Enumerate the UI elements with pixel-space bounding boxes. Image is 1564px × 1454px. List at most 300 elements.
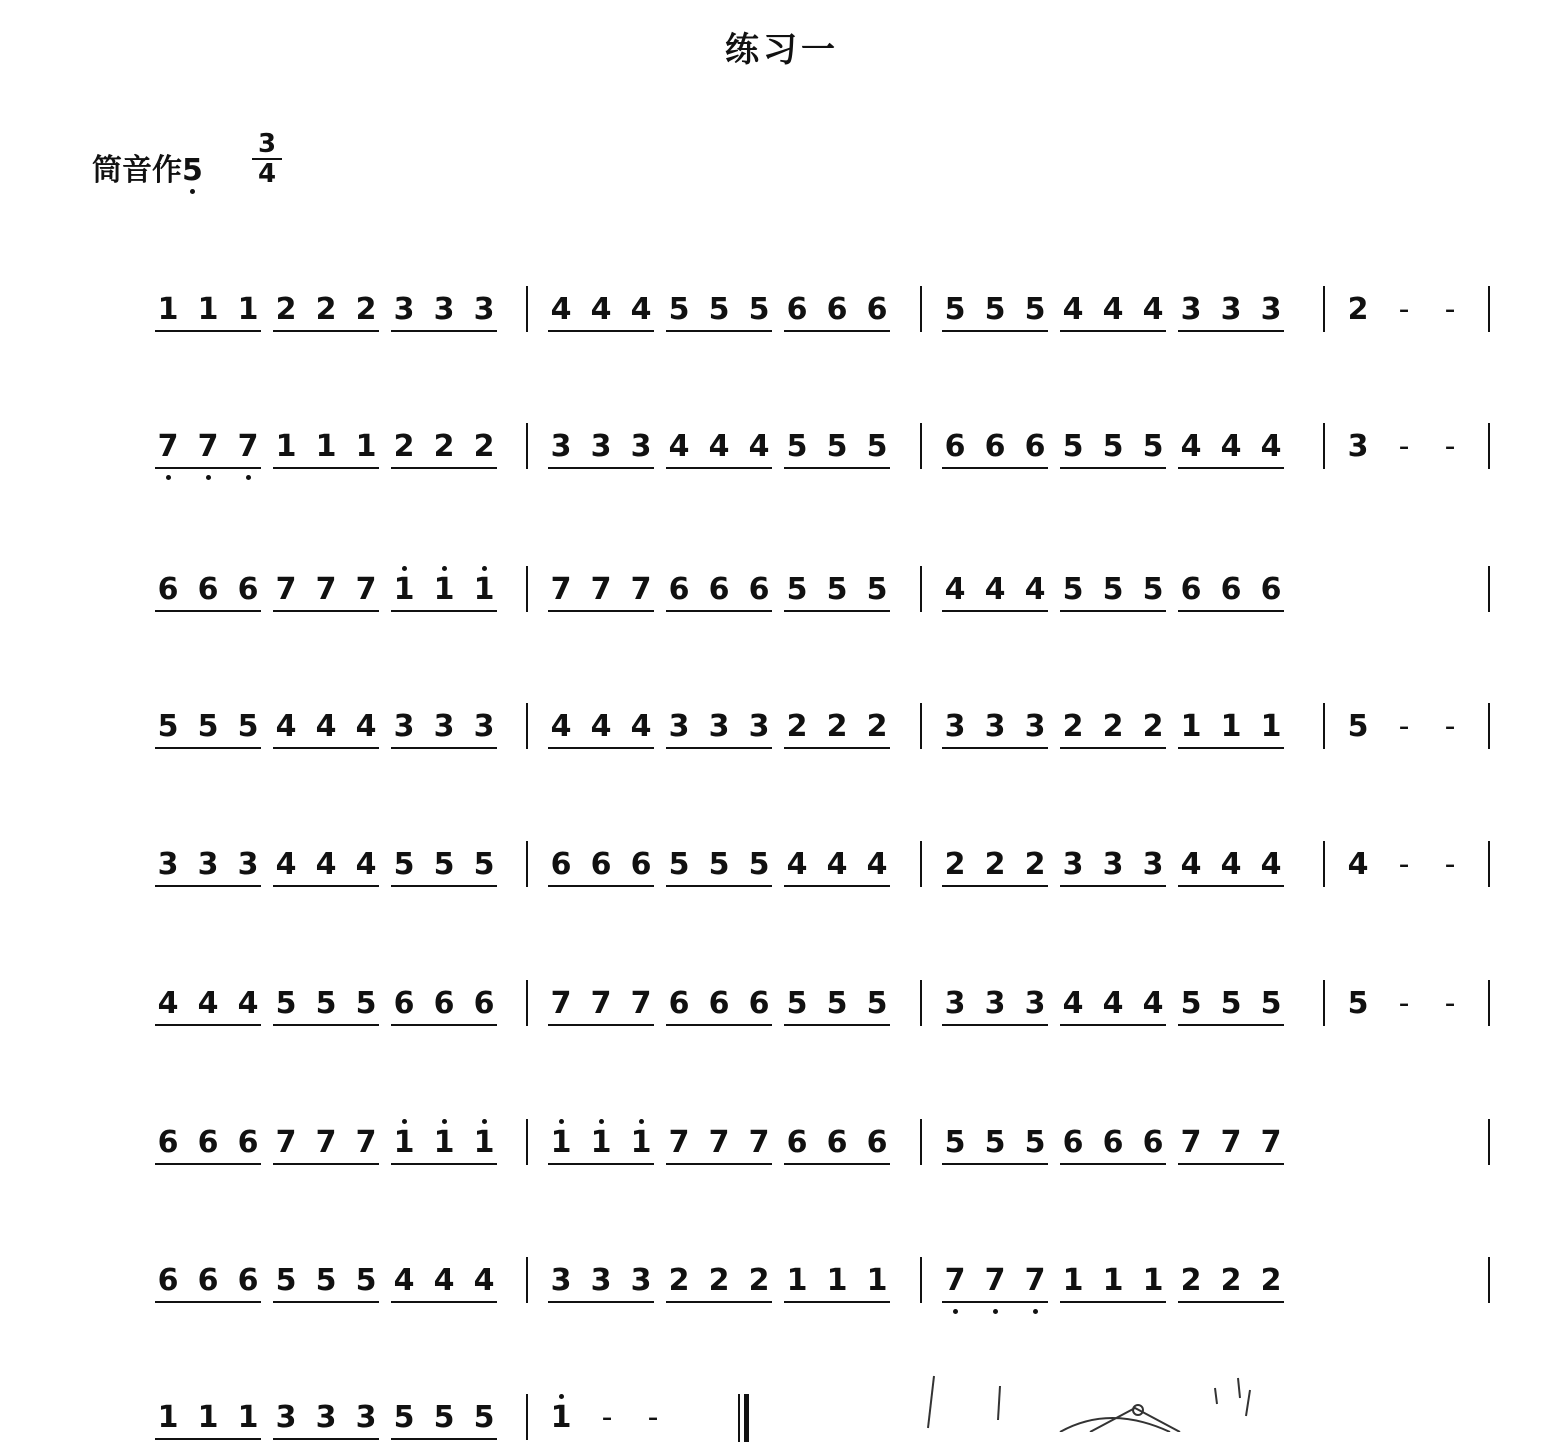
beat-underline [1060, 610, 1166, 612]
beat-underline [391, 1024, 497, 1026]
note: 6 [826, 1125, 848, 1160]
note: 6 [944, 429, 966, 464]
note: 1 [157, 292, 179, 327]
beat-underline [942, 1301, 1048, 1303]
beat-underline [548, 1301, 654, 1303]
note: 3 [355, 1400, 377, 1435]
beat [942, 292, 1062, 336]
beat [1391, 986, 1431, 1030]
note: 7 [155, 429, 181, 465]
note: 4 [786, 847, 808, 882]
note: 4 [1142, 986, 1164, 1021]
beat [273, 847, 393, 891]
note: 7 [550, 986, 572, 1021]
note: 4 [355, 709, 377, 744]
note: 5 [786, 572, 808, 607]
note: 2 [275, 292, 297, 327]
barline [526, 1257, 528, 1303]
barline [1323, 286, 1325, 332]
note: 7 [355, 1125, 377, 1160]
note: 6 [157, 572, 179, 607]
barline [1488, 1119, 1490, 1165]
note: 5 [1102, 429, 1124, 464]
beat-underline [666, 1163, 772, 1165]
beat-underline [155, 747, 261, 749]
note: 3 [473, 709, 495, 744]
beat-underline [155, 885, 261, 887]
note: 5 [944, 292, 966, 327]
note: 1 [431, 1125, 457, 1161]
beat-underline [391, 1163, 497, 1165]
beat [1178, 429, 1298, 473]
note: 2 [1142, 709, 1164, 744]
beat [273, 709, 393, 753]
note: 1 [157, 1400, 179, 1435]
barline [526, 841, 528, 887]
note: 5 [393, 847, 415, 882]
note: 3 [393, 709, 415, 744]
beat [784, 572, 904, 616]
beat-underline [548, 1024, 654, 1026]
beat [640, 1400, 680, 1444]
barline [1488, 286, 1490, 332]
note: 3 [433, 292, 455, 327]
beat [666, 292, 786, 336]
beat [155, 429, 275, 473]
note: 5 [826, 572, 848, 607]
beat-underline [784, 467, 890, 469]
note: 5 [433, 847, 455, 882]
note: 3 [944, 709, 966, 744]
beat-underline [1060, 1024, 1166, 1026]
note: 7 [590, 572, 612, 607]
note: 2 [708, 1263, 730, 1298]
note: 5 [1024, 292, 1046, 327]
note: 1 [1102, 1263, 1124, 1298]
barline [1488, 841, 1490, 887]
beat-underline [273, 467, 379, 469]
beat [548, 572, 668, 616]
barline [1323, 423, 1325, 469]
note: 4 [1142, 292, 1164, 327]
note: 4 [1260, 429, 1282, 464]
beat-underline [273, 747, 379, 749]
note: 1 [826, 1263, 848, 1298]
note: 5 [393, 1400, 415, 1435]
beat-underline [784, 330, 890, 332]
note: 7 [550, 572, 572, 607]
beat [391, 429, 511, 473]
sustain-dash: - [1398, 709, 1410, 744]
note: 5 [944, 1125, 966, 1160]
note: 3 [550, 429, 572, 464]
beat [666, 847, 786, 891]
note: 3 [1062, 847, 1084, 882]
note: 6 [786, 1125, 808, 1160]
note: 4 [1180, 847, 1202, 882]
note: 4 [1024, 572, 1046, 607]
beat-underline [155, 610, 261, 612]
score-line [0, 1394, 1564, 1454]
note: 4 [275, 709, 297, 744]
beat [1391, 709, 1431, 753]
beat [1178, 292, 1298, 336]
beat [942, 429, 1062, 473]
beat [1060, 292, 1180, 336]
note: 6 [1062, 1125, 1084, 1160]
note: 2 [944, 847, 966, 882]
beat [594, 1400, 634, 1444]
score-line [0, 423, 1564, 483]
note: 4 [1260, 847, 1282, 882]
note: 1 [471, 1125, 497, 1161]
note: 3 [433, 709, 455, 744]
time-numerator: 3 [252, 130, 282, 160]
illustration-sketch [920, 1368, 1280, 1432]
beat [784, 986, 904, 1030]
note: 2 [1220, 1263, 1242, 1298]
note: 5 [708, 292, 730, 327]
barline [1323, 703, 1325, 749]
sustain-dash: - [1398, 429, 1410, 464]
note: 7 [235, 429, 261, 465]
note: 6 [748, 986, 770, 1021]
note: 4 [1347, 847, 1369, 882]
beat-underline [1178, 330, 1284, 332]
beat-underline [942, 1163, 1048, 1165]
beat [666, 1263, 786, 1307]
note: 5 [275, 1263, 297, 1298]
beat [1345, 986, 1385, 1030]
beat [1178, 1125, 1298, 1169]
beat-underline [391, 747, 497, 749]
beat [391, 1400, 511, 1444]
note: 5 [1142, 572, 1164, 607]
note: 3 [944, 986, 966, 1021]
beat [784, 1125, 904, 1169]
note: 5 [237, 709, 259, 744]
score-line [0, 980, 1564, 1040]
note: 5 [1062, 429, 1084, 464]
note: 4 [1220, 429, 1242, 464]
beat [1060, 1125, 1180, 1169]
beat [784, 292, 904, 336]
note: 2 [315, 292, 337, 327]
note: 1 [548, 1125, 574, 1161]
time-signature [252, 130, 282, 188]
beat-underline [942, 1024, 1048, 1026]
note: 1 [548, 1400, 574, 1436]
note: 6 [866, 292, 888, 327]
beat [1060, 572, 1180, 616]
note: 5 [786, 986, 808, 1021]
note: 6 [786, 292, 808, 327]
beat [155, 1125, 275, 1169]
note: 7 [630, 986, 652, 1021]
note: 2 [826, 709, 848, 744]
note: 5 [866, 429, 888, 464]
note: 7 [315, 1125, 337, 1160]
beat [273, 292, 393, 336]
note: 6 [866, 1125, 888, 1160]
beat-underline [1060, 467, 1166, 469]
barline [1488, 980, 1490, 1026]
beat [784, 1263, 904, 1307]
note: 5 [984, 292, 1006, 327]
beat [942, 709, 1062, 753]
note: 6 [708, 986, 730, 1021]
note: 1 [315, 429, 337, 464]
note: 4 [748, 429, 770, 464]
note: 3 [157, 847, 179, 882]
note: 5 [708, 847, 730, 882]
note: 1 [237, 292, 259, 327]
beat-underline [391, 467, 497, 469]
note: 3 [1347, 429, 1369, 464]
note: 7 [275, 1125, 297, 1160]
note: 2 [393, 429, 415, 464]
note: 6 [590, 847, 612, 882]
beat [391, 292, 511, 336]
note: 3 [393, 292, 415, 327]
note: 7 [355, 572, 377, 607]
score-line [0, 1257, 1564, 1317]
note: 4 [984, 572, 1006, 607]
note: 1 [1220, 709, 1242, 744]
note: 5 [197, 709, 219, 744]
beat-underline [273, 610, 379, 612]
beat [548, 709, 668, 753]
note: 1 [471, 572, 497, 608]
beat-underline [155, 1301, 261, 1303]
note: 3 [1180, 292, 1202, 327]
note: 4 [708, 429, 730, 464]
beat-underline [1178, 1301, 1284, 1303]
beat-underline [1060, 885, 1166, 887]
barline [526, 1394, 528, 1440]
note: 6 [984, 429, 1006, 464]
beat [155, 847, 275, 891]
note: 4 [590, 292, 612, 327]
note: 6 [157, 1125, 179, 1160]
beat-underline [391, 610, 497, 612]
note: 7 [668, 1125, 690, 1160]
note: 5 [355, 986, 377, 1021]
beat-underline [1060, 1301, 1166, 1303]
note: 6 [1024, 429, 1046, 464]
beat-underline [666, 747, 772, 749]
beat [548, 1400, 588, 1444]
barline [920, 423, 922, 469]
note: 2 [1062, 709, 1084, 744]
beat [1345, 292, 1385, 336]
note: 5 [748, 847, 770, 882]
beat-underline [666, 330, 772, 332]
note: 2 [433, 429, 455, 464]
beat-underline [1178, 885, 1284, 887]
beat [666, 709, 786, 753]
sustain-dash: - [1444, 429, 1456, 464]
note: 4 [1102, 986, 1124, 1021]
barline [526, 566, 528, 612]
beat [273, 572, 393, 616]
note: 5 [1220, 986, 1242, 1021]
note: 4 [473, 1263, 495, 1298]
note: 5 [866, 986, 888, 1021]
note: 5 [1347, 709, 1369, 744]
note: 1 [1180, 709, 1202, 744]
note: 1 [1260, 709, 1282, 744]
beat-underline [273, 1024, 379, 1026]
note: 5 [668, 847, 690, 882]
barline [920, 286, 922, 332]
beat-underline [942, 467, 1048, 469]
note: 5 [1180, 986, 1202, 1021]
note: 2 [355, 292, 377, 327]
barline [526, 980, 528, 1026]
beat-underline [666, 885, 772, 887]
beat-underline [391, 1438, 497, 1440]
beat [666, 429, 786, 473]
beat [548, 1263, 668, 1307]
beat [1391, 429, 1431, 473]
beat-underline [155, 1024, 261, 1026]
note: 2 [473, 429, 495, 464]
beat-underline [784, 885, 890, 887]
beat [548, 429, 668, 473]
beat [666, 986, 786, 1030]
note: 6 [197, 572, 219, 607]
barline [1488, 703, 1490, 749]
note: 1 [628, 1125, 654, 1161]
beat-underline [784, 1301, 890, 1303]
beat [942, 1263, 1062, 1307]
note: 5 [473, 847, 495, 882]
note: 7 [315, 572, 337, 607]
note: 5 [1142, 429, 1164, 464]
beat [784, 847, 904, 891]
beat-underline [1178, 467, 1284, 469]
beat [155, 986, 275, 1030]
note: 7 [630, 572, 652, 607]
beat-underline [391, 885, 497, 887]
score-line [0, 566, 1564, 626]
beat [391, 847, 511, 891]
beat-underline [273, 1438, 379, 1440]
note: 5 [275, 986, 297, 1021]
beat-underline [942, 747, 1048, 749]
beat [666, 572, 786, 616]
sustain-dash: - [1398, 292, 1410, 327]
beat-underline [1178, 1024, 1284, 1026]
beat [273, 986, 393, 1030]
beat-underline [942, 610, 1048, 612]
beat [1178, 1263, 1298, 1307]
note: 6 [197, 1125, 219, 1160]
score-line [0, 1119, 1564, 1179]
note: 5 [1347, 986, 1369, 1021]
beat-underline [548, 747, 654, 749]
note: 6 [826, 292, 848, 327]
beat [1437, 847, 1477, 891]
note: 4 [1102, 292, 1124, 327]
note: 2 [984, 847, 1006, 882]
note: 6 [1102, 1125, 1124, 1160]
beat-underline [548, 330, 654, 332]
beat [1437, 292, 1477, 336]
beat-underline [784, 1024, 890, 1026]
barline [526, 703, 528, 749]
note: 7 [1022, 1263, 1048, 1299]
note: 1 [588, 1125, 614, 1161]
beat-underline [1060, 330, 1166, 332]
beat [155, 1263, 275, 1307]
beat-underline [1178, 610, 1284, 612]
beat [1345, 847, 1385, 891]
beat [548, 847, 668, 891]
note: 3 [275, 1400, 297, 1435]
beat-underline [942, 330, 1048, 332]
note: 3 [1102, 847, 1124, 882]
beat [155, 572, 275, 616]
note: 4 [630, 292, 652, 327]
final-barline-thin [738, 1394, 740, 1442]
note: 6 [668, 572, 690, 607]
note: 1 [431, 572, 457, 608]
note: 4 [550, 292, 572, 327]
note: 5 [157, 709, 179, 744]
final-barline-thick [744, 1394, 749, 1442]
note: 3 [1024, 709, 1046, 744]
note: 5 [748, 292, 770, 327]
beat [1391, 847, 1431, 891]
beat [1178, 986, 1298, 1030]
beat [548, 292, 668, 336]
note: 3 [748, 709, 770, 744]
note: 3 [590, 1263, 612, 1298]
note: 7 [1220, 1125, 1242, 1160]
barline [1488, 566, 1490, 612]
note: 3 [590, 429, 612, 464]
note: 7 [195, 429, 221, 465]
beat-underline [666, 1024, 772, 1026]
beat [784, 709, 904, 753]
beat-underline [273, 885, 379, 887]
beat [942, 847, 1062, 891]
key-prefix: 筒音作 [92, 153, 182, 188]
note: 6 [433, 986, 455, 1021]
note: 5 [826, 986, 848, 1021]
note: 6 [1180, 572, 1202, 607]
note: 3 [630, 1263, 652, 1298]
note: 2 [866, 709, 888, 744]
note: 7 [942, 1263, 968, 1299]
beat [1178, 847, 1298, 891]
note: 3 [550, 1263, 572, 1298]
note: 4 [275, 847, 297, 882]
beat-underline [273, 1301, 379, 1303]
note: 5 [1102, 572, 1124, 607]
beat [1178, 572, 1298, 616]
page-title: 练习一 [725, 30, 839, 70]
sustain-dash: - [1398, 847, 1410, 882]
note: 6 [550, 847, 572, 882]
note: 5 [984, 1125, 1006, 1160]
note: 4 [668, 429, 690, 464]
note: 5 [433, 1400, 455, 1435]
sustain-dash: - [601, 1400, 613, 1435]
beat [1060, 847, 1180, 891]
